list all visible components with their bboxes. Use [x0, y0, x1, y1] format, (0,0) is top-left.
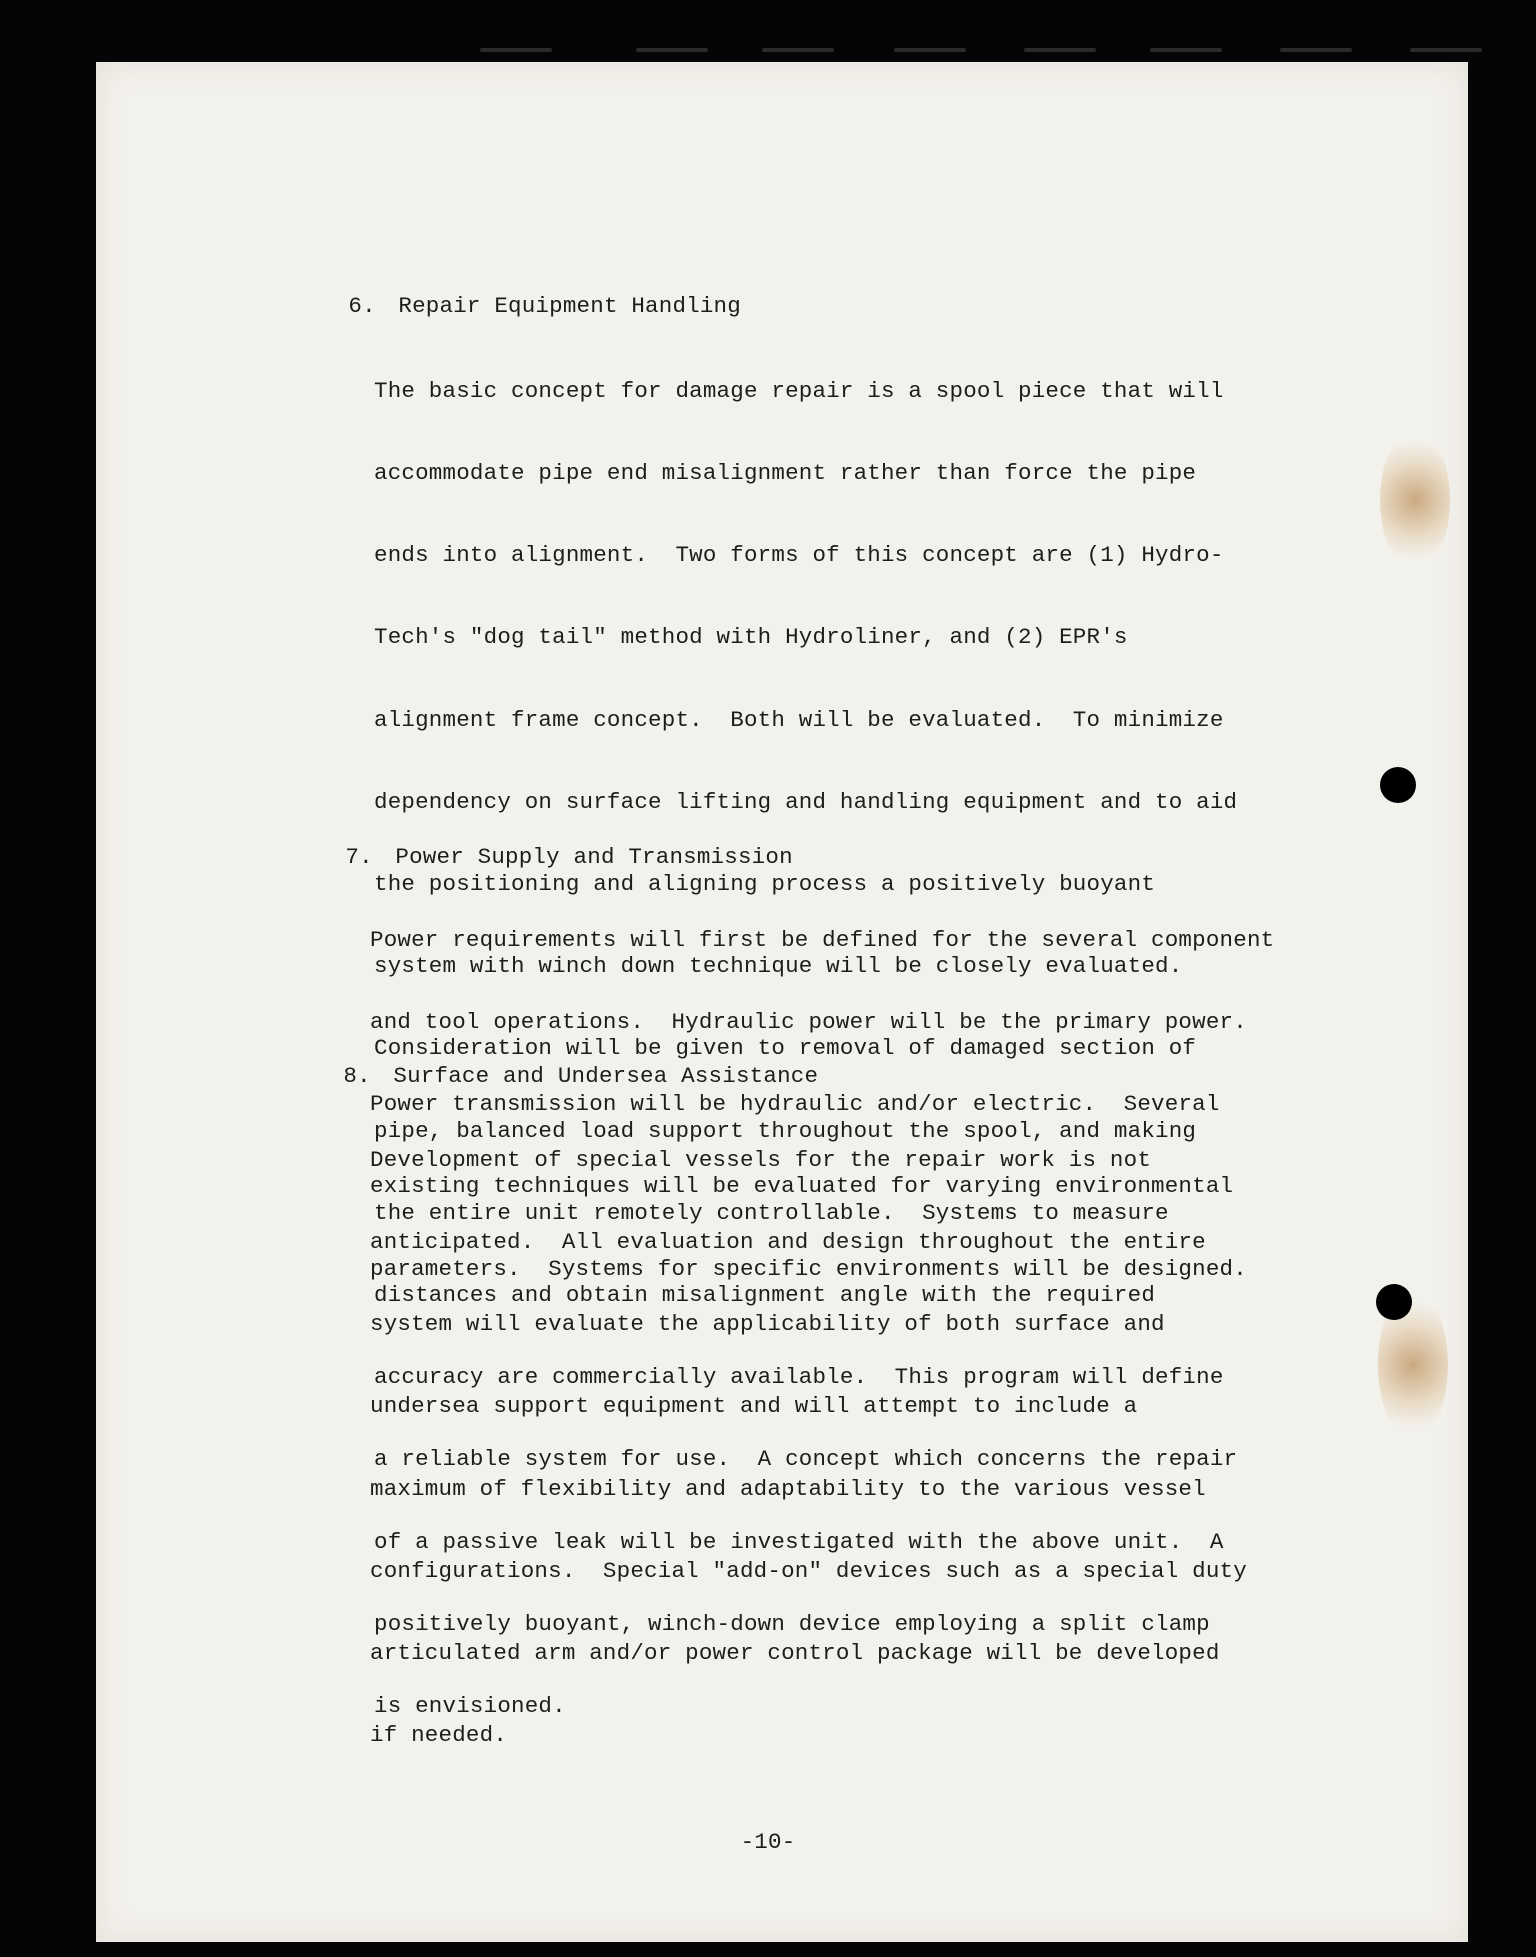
- text-line: the entire unit remotely controllable. Systems to measure: [374, 1199, 1169, 1226]
- text-line: positively buoyant, winch-down device employing a split clamp: [374, 1610, 1210, 1637]
- text-line: system with winch down technique will be closely evaluated.: [374, 953, 1183, 980]
- film-edge-marks: [0, 44, 1536, 58]
- text-line: pipe, balanced load support throughout the spool, and making: [374, 1117, 1197, 1144]
- text-line: maximum of flexibility and adaptability to the various vessel: [370, 1475, 1206, 1502]
- text-line: The basic concept for damage repair is a spool piece that will: [374, 377, 1224, 404]
- text-line: Development of special vessels for the repair work is not: [370, 1146, 1152, 1173]
- section-heading: [316, 1036, 818, 1091]
- section-title: Surface and Undersea Assistance: [393, 1063, 819, 1090]
- section-number: 8.: [343, 1063, 371, 1090]
- text-line: accuracy are commercially available. This program will define: [374, 1364, 1224, 1391]
- text-line: dependency on surface lifting and handling equipment and to aid: [374, 788, 1238, 815]
- text-line: a reliable system for use. A concept which concerns the repair: [374, 1446, 1238, 1473]
- text-line: existing techniques will be evaluated for varying environmental: [370, 1173, 1234, 1200]
- text-line: the positioning and aligning process a positively buoyant: [374, 871, 1156, 898]
- text-line: of a passive leak will be investigated with the above unit. A: [374, 1528, 1224, 1555]
- text-line: articulated arm and/or power control package will be developed: [370, 1640, 1220, 1667]
- section-paragraph: [370, 1092, 1247, 1777]
- section-heading: [321, 266, 741, 321]
- section-heading: [318, 817, 793, 872]
- text-line: distances and obtain misalignment angle with the required: [374, 1282, 1156, 1309]
- text-line: accommodate pipe end misalignment rather than force the pipe: [374, 460, 1197, 487]
- text-line: configurations. Special "add-on" devices such as a special duty: [370, 1557, 1247, 1584]
- text-line: if needed.: [370, 1722, 508, 1749]
- text-line: undersea support equipment and will attempt to include a: [370, 1393, 1138, 1420]
- text-line: Tech's "dog tail" method with Hydroliner, and (2) EPR's: [374, 624, 1128, 651]
- burn-mark: [1380, 430, 1450, 570]
- punch-hole: [1380, 767, 1416, 803]
- text-line: Power requirements will first be defined for the several component: [370, 926, 1275, 953]
- text-line: and tool operations. Hydraulic power will be the primary power.: [370, 1009, 1247, 1036]
- text-line: parameters. Systems for specific environments will be designed.: [370, 1255, 1247, 1282]
- text-line: alignment frame concept. Both will be evaluated. To minimize: [374, 706, 1224, 733]
- text-line: ends into alignment. Two forms of this concept are (1) Hydro-: [374, 542, 1224, 569]
- text-line: Power transmission will be hydraulic and/or electric. Several: [370, 1091, 1220, 1118]
- punch-hole: [1376, 1284, 1412, 1320]
- section-title: Repair Equipment Handling: [398, 293, 741, 320]
- section-number: 7.: [345, 844, 373, 871]
- text-line: is envisioned.: [374, 1693, 566, 1720]
- page-number: -10-: [740, 1829, 796, 1855]
- section-number: 6.: [348, 293, 376, 320]
- section-title: Power Supply and Transmission: [395, 844, 793, 871]
- text-line: Consideration will be given to removal of damaged section of: [374, 1035, 1197, 1062]
- text-line: anticipated. All evaluation and design throughout the entire: [370, 1229, 1206, 1256]
- text-line: system will evaluate the applicability of both surface and: [370, 1311, 1165, 1338]
